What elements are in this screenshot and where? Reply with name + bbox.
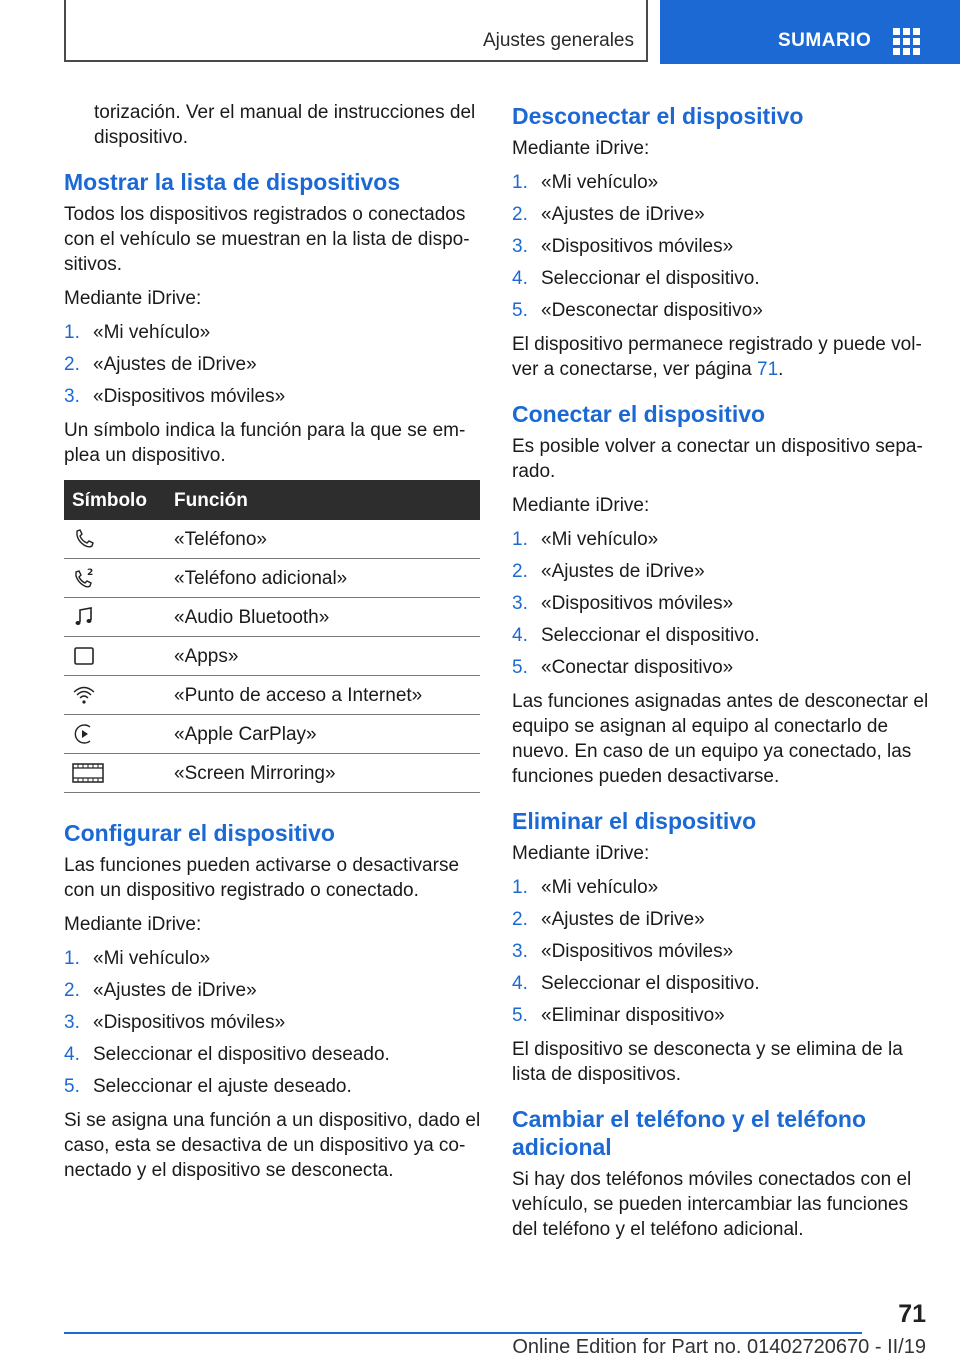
steps-list bbox=[512, 527, 930, 680]
paragraph: Un símbolo indica la función para la que se emplea un dispositivo. bbox=[64, 420, 466, 466]
list-item: 1. «Mi vehículo» bbox=[64, 322, 211, 343]
carplay-icon bbox=[72, 722, 96, 746]
table-row bbox=[64, 598, 480, 637]
page-number: 71 bbox=[898, 1300, 926, 1328]
table-header-symbol: Símbolo bbox=[64, 480, 174, 520]
heading-delete-device: Eliminar el dispositivo bbox=[512, 808, 757, 834]
symbol-table bbox=[64, 480, 480, 793]
left-column bbox=[64, 100, 482, 1192]
steps-list bbox=[512, 875, 930, 1028]
list-item: 2. «Ajustes de iDrive» bbox=[512, 909, 705, 930]
table-row bbox=[64, 559, 480, 598]
table-row bbox=[64, 520, 480, 559]
list-item: 3. «Dispositivos móviles» bbox=[64, 1012, 286, 1033]
list-item: 5. «Desconectar dispositivo» bbox=[512, 300, 763, 321]
sumario-label: SUMARIO bbox=[778, 30, 872, 51]
table-row bbox=[64, 637, 480, 676]
heading-disconnect-device: Desconectar el dispositivo bbox=[512, 103, 804, 129]
heading-swap-phones: Cambiar el teléfono y el teléfono adicional bbox=[512, 1106, 867, 1160]
paragraph: Mediante iDrive: bbox=[64, 288, 202, 309]
footer-edition-text: Online Edition for Part no. 01402720670 - II/19 bbox=[512, 1336, 926, 1358]
list-item: 3. «Dispositivos móviles» bbox=[512, 941, 734, 962]
paragraph: Las funciones pueden activarse o desactivarse con un dispositivo registrado o conectado. bbox=[64, 855, 460, 901]
table-cell-function: «Teléfono adicional» bbox=[174, 559, 480, 598]
paragraph: Si hay dos teléfonos móviles conectados con el vehículo, se pueden intercambiar las funciones del teléfono y el teléfono adicional. bbox=[512, 1169, 912, 1240]
paragraph: Mediante iDrive: bbox=[64, 914, 202, 935]
page-reference-link[interactable]: 71 bbox=[757, 359, 779, 380]
list-item: 5. «Conectar dispositivo» bbox=[512, 657, 734, 678]
list-item: 2. «Ajustes de iDrive» bbox=[64, 354, 257, 375]
phone-secondary-icon bbox=[72, 566, 96, 590]
list-item: 5. Seleccionar el ajuste deseado. bbox=[64, 1076, 352, 1097]
svg-text:2: 2 bbox=[87, 568, 94, 578]
list-item: 2. «Ajustes de iDrive» bbox=[512, 204, 705, 225]
steps-list bbox=[64, 946, 482, 1099]
phone-icon bbox=[72, 527, 96, 551]
header-section-box bbox=[64, 0, 648, 62]
list-item: 1. «Mi vehículo» bbox=[512, 877, 659, 898]
table-row bbox=[64, 715, 480, 754]
paragraph: Las funciones asignadas antes de desconectar el equipo se asignan al equipo al conectarlo de nuevo. En caso de un equipo ya conectado, las funciones pueden desactivarse. bbox=[512, 691, 929, 787]
list-item: 1. «Mi vehículo» bbox=[512, 172, 659, 193]
table-row bbox=[64, 676, 480, 715]
table-cell-function: «Apple CarPlay» bbox=[174, 715, 480, 754]
right-column bbox=[512, 100, 930, 1251]
grid-menu-icon bbox=[893, 28, 921, 56]
apps-icon bbox=[72, 644, 96, 668]
paragraph: Es posible volver a conectar un dispositivo separado. bbox=[512, 436, 923, 482]
wifi-hotspot-icon bbox=[72, 683, 96, 707]
table-header-function: Función bbox=[174, 480, 480, 520]
steps-list bbox=[512, 170, 930, 323]
list-item: 2. «Ajustes de iDrive» bbox=[512, 561, 705, 582]
list-item: 1. «Mi vehículo» bbox=[64, 948, 211, 969]
paragraph: El dispositivo permanece registrado y puede volver a conectarse, ver página 71. bbox=[512, 334, 922, 380]
list-item: 4. Seleccionar el dispositivo. bbox=[512, 268, 760, 289]
list-item: 2. «Ajustes de iDrive» bbox=[64, 980, 257, 1001]
table-cell-function: «Audio Bluetooth» bbox=[174, 598, 480, 637]
music-note-icon bbox=[72, 605, 96, 629]
table-cell-function: «Punto de acceso a Internet» bbox=[174, 676, 480, 715]
list-item: 1. «Mi vehículo» bbox=[512, 529, 659, 550]
paragraph: Todos los dispositivos registrados o conectados con el vehículo se muestran en la lista de dispositivos. bbox=[64, 204, 470, 275]
list-item: 4. Seleccionar el dispositivo. bbox=[512, 973, 760, 994]
list-item: 4. Seleccionar el dispositivo. bbox=[512, 625, 760, 646]
paragraph: El dispositivo se desconecta y se elimina de la lista de dispositivos. bbox=[512, 1039, 903, 1085]
table-cell-function: «Teléfono» bbox=[174, 520, 480, 559]
list-item: 3. «Dispositivos móviles» bbox=[64, 386, 286, 407]
paragraph: Mediante iDrive: bbox=[512, 138, 650, 159]
list-item: 4. Seleccionar el dispositivo deseado. bbox=[64, 1044, 390, 1065]
footer-divider bbox=[64, 1332, 862, 1334]
heading-configure-device: Configurar el dispositivo bbox=[64, 820, 335, 846]
list-item: 5. «Eliminar dispositivo» bbox=[512, 1005, 725, 1026]
table-cell-function: «Screen Mirroring» bbox=[174, 754, 480, 793]
sumario-button[interactable] bbox=[660, 0, 960, 64]
list-item: 3. «Dispositivos móviles» bbox=[512, 593, 734, 614]
intro-text: torización. Ver el manual de instrucciones del dispositivo. bbox=[94, 102, 476, 148]
heading-show-device-list: Mostrar la lista de dispositivos bbox=[64, 169, 401, 195]
steps-list bbox=[64, 320, 482, 409]
section-title: Ajustes generales bbox=[482, 30, 634, 51]
paragraph: Mediante iDrive: bbox=[512, 495, 650, 516]
table-row bbox=[64, 754, 480, 793]
list-item: 3. «Dispositivos móviles» bbox=[512, 236, 734, 257]
paragraph: Mediante iDrive: bbox=[512, 843, 650, 864]
table-cell-function: «Apps» bbox=[174, 637, 480, 676]
heading-connect-device: Conectar el dispositivo bbox=[512, 401, 766, 427]
paragraph: Si se asigna una función a un dispositivo, dado el caso, esta se desactiva de un dispositivo ya conectado y el dispositivo se desconecta. bbox=[64, 1110, 481, 1181]
screen-mirroring-icon bbox=[72, 761, 104, 785]
